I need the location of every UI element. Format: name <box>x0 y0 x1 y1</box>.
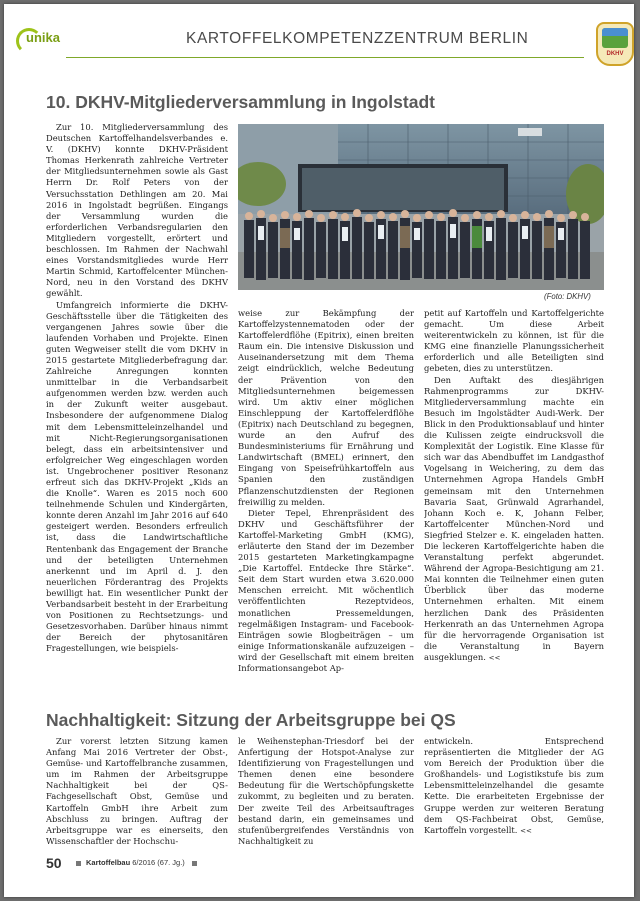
footer-square-icon <box>76 861 81 866</box>
unika-logo-text: unika <box>26 30 60 45</box>
paragraph <box>424 375 604 664</box>
group-photo-image <box>238 124 604 290</box>
end-mark: << <box>520 826 532 835</box>
paragraph: Umfangreich informierte die DKHV-Geschäftsstelle über die Tätigkeiten des vergangenen Jahres sowie über die laufenden Vorhaben und Projekte. Einen guten Wegweiser stellt die vom DKHV in 2015 gestartete Mitgliederbefragung dar. Zahlreiche Anregungen konnten unmittelbar in die Verbandsarbeit aufgenommen werden bzw. werden auch in der Zukunft weiter ausgebaut. Insbesondere der aufgenommene Dialog mit dem Lebensmitteleinzelhandel und mit Nicht-Regierungsorganisationen belegt, dass ein arbeitsintensiver und erfolgreicher Weg eingeschlagen worden ist. Ungebrochener positiver Resonanz erfreut sich das DKHV-Projekt „Kids an die Knolle“. Waren es 2015 noch 600 teilnehmende Schulen und Kindergärten, konnte deren Anzahl im Jahr 2016 auf 640 gesteigert werden. Besonders erfreulich ist, dass die Landwirtschaftliche Rentenbank das Engagement der Branche und der beteiligten Unternehmen anerkennt und im April d. J. den neuerlichen Förderantrag des Projekts bewilligt hat. Ein wesentlicher Punkt der Verbandsarbeit besteht in der Erarbeitung von Positionen zu Rechtsetzungs- und Gesetzesvorhaben. Darüber hinaus nimmt der Bereich der phytosanitären Fragestellungen, wie beispiels- <box>46 299 228 654</box>
paragraph: Zur vorerst letzten Sitzung kamen Anfang Mai 2016 Vertreter der Obst-, Gemüse- und Kartoffelbranche zusammen, um im Rahmen der Arbeitsgruppe Nachhaltigkeit bei der QS-Fachgesellschaft Obst, Gemüse und Kartoffeln GmbH ihre Arbeit zum Abschluss zu bringen. Auftrag der Arbeitsgruppe war es einerseits, den Wissenschaftler der Hochschu- <box>46 736 228 846</box>
crest-sky-icon <box>602 28 628 36</box>
article-column-3 <box>424 308 604 682</box>
header-title: KARTOFFELKOMPETENZZENTRUM BERLIN <box>186 30 529 47</box>
paragraph: le Weihenstephan-Triesdorf bei der Anfertigung der Hotspot-Analyse zur Identifizierung von Fragestellungen und Themen denen eine besondere Bedeutung für die Wertschöpfungskette zukommt, zu begleiten und zu beraten. Der zweite Teil des Arbeitsauftrages bestand darin, ein gemeinsames und stufenübergreifendes Verständnis von Nachhaltigkeit zu <box>238 736 414 846</box>
end-mark: << <box>488 653 501 662</box>
article-heading: Nachhaltigkeit: Sitzung der Arbeitsgruppe bei QS <box>46 710 456 730</box>
paragraph-text: Den Auftakt des diesjährigen Rahmenprogramms zur DKHV-Mitgliederversammlung machte ein Besuch im Ingolstädter Audi-Werk. Der Blick in den Produktionsablauf und hinter die Kulissen zeigte eindrucksvoll die Komplexität der Logistik. Eine Klasse für sich war das Abendbuffet im Landgasthof Vogelsang in Weichering, zu dem das Unternehmen Agropa Handels GmbH gemeinsam mit den Unternehmen Bavaria Saat, Grünwald Agrarhandel, Johann Koch e. K, Johann Felber, Kartoffelcenter München-Nord und Siegfried Stelzer e. K. eingeladen hatten. Die leckeren Kartoffelgerichte haben die Veranstaltung perfekt abgerundet. Während der Agropa-Besichtigung am 21. Mai konnten die Teilnehmer einen guten Überblick über das moderne Unternehmen erhalten. Mit einem herzlichen Dank des Präsidenten Herkenrath an das Unternehmen Agropa für die hervorragende Organisation ist die Veranstaltung in Bayern ausgeklungen. <box>424 374 604 662</box>
page-header <box>16 20 626 60</box>
footer-square-icon <box>192 861 197 866</box>
magazine-name: Kartoffelbau <box>86 858 131 867</box>
unika-logo <box>16 26 72 54</box>
header-rule <box>66 57 584 58</box>
article-heading: 10. DKHV-Mitgliederversammlung in Ingolstadt <box>46 92 435 112</box>
paragraph-text: entwickeln. Entsprechend repräsentierten die Mitglieder der AG vom Bereich der Produktion über die Großhandels- und Logistikstufe bis zum Lebensmitteleinzelhandel die gesamte Kette. Die erarbeiteten Ergebnisse der Gruppe werden zur weiteren Beratung dem QS-Fachbeirat Obst, Gemüse, Kartoffeln vorgestellt. <box>424 736 604 835</box>
magazine-page <box>4 4 634 897</box>
dkhv-crest-logo <box>596 22 634 66</box>
magazine-issue: 6/2016 (67. Jg.) <box>132 858 185 867</box>
page-number: 50 <box>46 855 62 871</box>
magazine-info <box>86 858 185 867</box>
dkhv-logo-text: DKHV <box>606 51 624 57</box>
article-column-2 <box>238 308 414 682</box>
photo-caption: (Foto: DKHV) <box>544 292 591 301</box>
article-column-1 <box>46 736 228 846</box>
paragraph: Dieter Tepel, Ehrenpräsident des DKHV und Geschäftsführer der Kartoffel-Marketing GmbH (KMG), erläuterte den Stand der im Dezember 2015 gestarteten Marketingkampagne „Die Kartoffel. Entdecke Ihre Stärke“. Seit dem Start wurden etwa 3.620.000 Menschen erreicht. Mit wöchentlich veröffentlichten Rezeptvideos, monatlichen Pressemeldungen, regelmäßigen Instagram- und Facebook-Einträgen sowie Blogbeiträgen – um einige Informationskanäle aufzuzeigen – wird der Gesellschaft mit einem breiten Informationsangebot Ap- <box>238 507 414 673</box>
paragraph <box>424 736 604 837</box>
paragraph: petit auf Kartoffeln und Kartoffelgerichte gemacht. Um diese Arbeit weiterentwickeln zu können, ist für die KMG eine finanzielle Planungssicherheit erforderlich und alle Beteiligten sind gebeten, dies zu unterstützen. <box>424 308 604 374</box>
paragraph: weise zur Bekämpfung der Kartoffelzystennematoden oder der Kartoffelerdflöhe (Epitrix), einen breiten Raum ein. Die intensive Diskussion und Auseinandersetzung mit dem Thema zeigt eindrücklich, welche Bedeutung der Prävention von den Mitgliedsunternehmen beigemessen wird. Um aktiv einer möglichen Einschleppung der Kartoffelerdflöhe (Epitrix) nach Deutschland zu begegnen, wurde an den Aufruf des Bundesministeriums für Ernährung und Landwirtschaft (BMEL) erinnert, den Eingang von Speisefrühkartoffeln aus Spanien den zuständigen Pflanzenschutzdiensten der Regionen freiwillig zu melden. <box>238 308 414 507</box>
article-column-2 <box>238 736 414 846</box>
paragraph: Zur 10. Mitgliederversammlung des Deutschen Kartoffelhandelsverbandes e. V. (DKHV) konnte DKHV-Präsident Thomas Herkenrath zahlreiche Vertreter der Mitgliedsunternehmen sowie als Gast Herrn Dr. Rolf Peters von der Versuchsstation Dethlingen am 20. Mai 2016 in Ingolstadt begrüßen. Eingangs der Versammlung wurden die erforderlichen Verbandsregularien den Mitgliedern vorgestellt, erörtert und beschlossen. Im Rahmen der Nachwahl eines Vorstandsmitgliedes wurde Herr Martin Schmid, Kartoffelcenter München-Nord, neu in den Vorstand des DKHV gewählt. <box>46 122 228 299</box>
group-photo <box>238 124 604 290</box>
article-column-3 <box>424 736 604 846</box>
article-column-1 <box>46 122 228 682</box>
